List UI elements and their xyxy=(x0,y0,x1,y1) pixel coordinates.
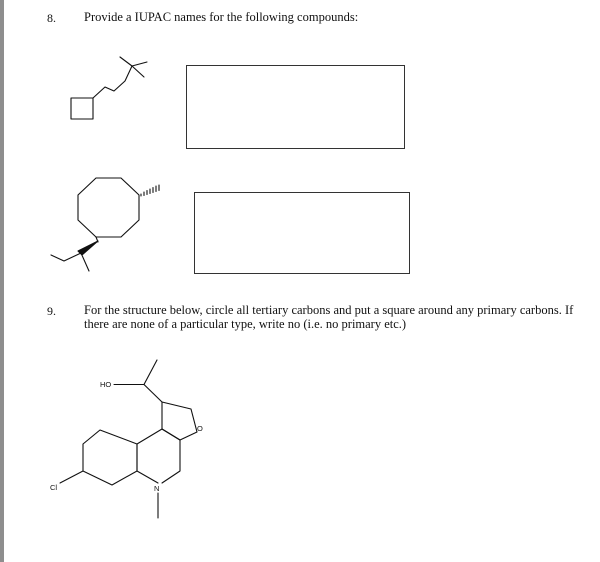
cyclohexane-ring xyxy=(83,430,137,485)
answer-box-2[interactable] xyxy=(194,192,410,274)
tetrahydrofuran-ring xyxy=(162,402,197,440)
methyl-bond xyxy=(81,253,89,271)
ring-oxygen-label: O xyxy=(197,424,203,433)
stem-bond xyxy=(144,385,162,403)
tert-butyl-bond-down xyxy=(132,66,144,77)
page-left-edge xyxy=(0,0,4,562)
nitrogen-label: N xyxy=(154,484,160,493)
hydroxyl-label: HO xyxy=(100,380,112,389)
question-9-number: 9. xyxy=(47,304,56,318)
question-9-prompt: For the structure below, circle all tertiary carbons and put a square around any primary carbons. If there are none of a particular type, write no (i.e. no primary etc.) xyxy=(84,303,574,331)
chloro-bond xyxy=(60,471,83,483)
middle-ring-bonds-right xyxy=(162,429,180,483)
compound-1-structure xyxy=(60,50,160,125)
ethyl-chain xyxy=(51,253,81,261)
hashed-wedge-bond xyxy=(141,185,159,196)
question-8-prompt: Provide a IUPAC names for the following compounds: xyxy=(84,10,359,24)
cyclooctane-ring xyxy=(78,178,139,237)
middle-ring-bonds-left xyxy=(137,429,162,483)
question-8-number: 8. xyxy=(47,11,56,25)
tert-butyl-bond-left xyxy=(120,57,132,66)
cyclobutane-ring xyxy=(71,98,93,119)
tert-butyl-bond-right xyxy=(132,62,147,66)
answer-box-1[interactable] xyxy=(186,65,405,149)
compound-2-structure xyxy=(45,170,175,275)
compound-3-structure xyxy=(40,350,240,525)
chlorine-label: Cl xyxy=(50,483,58,492)
alkyl-chain xyxy=(93,66,132,98)
top-branch-bond xyxy=(144,360,157,385)
